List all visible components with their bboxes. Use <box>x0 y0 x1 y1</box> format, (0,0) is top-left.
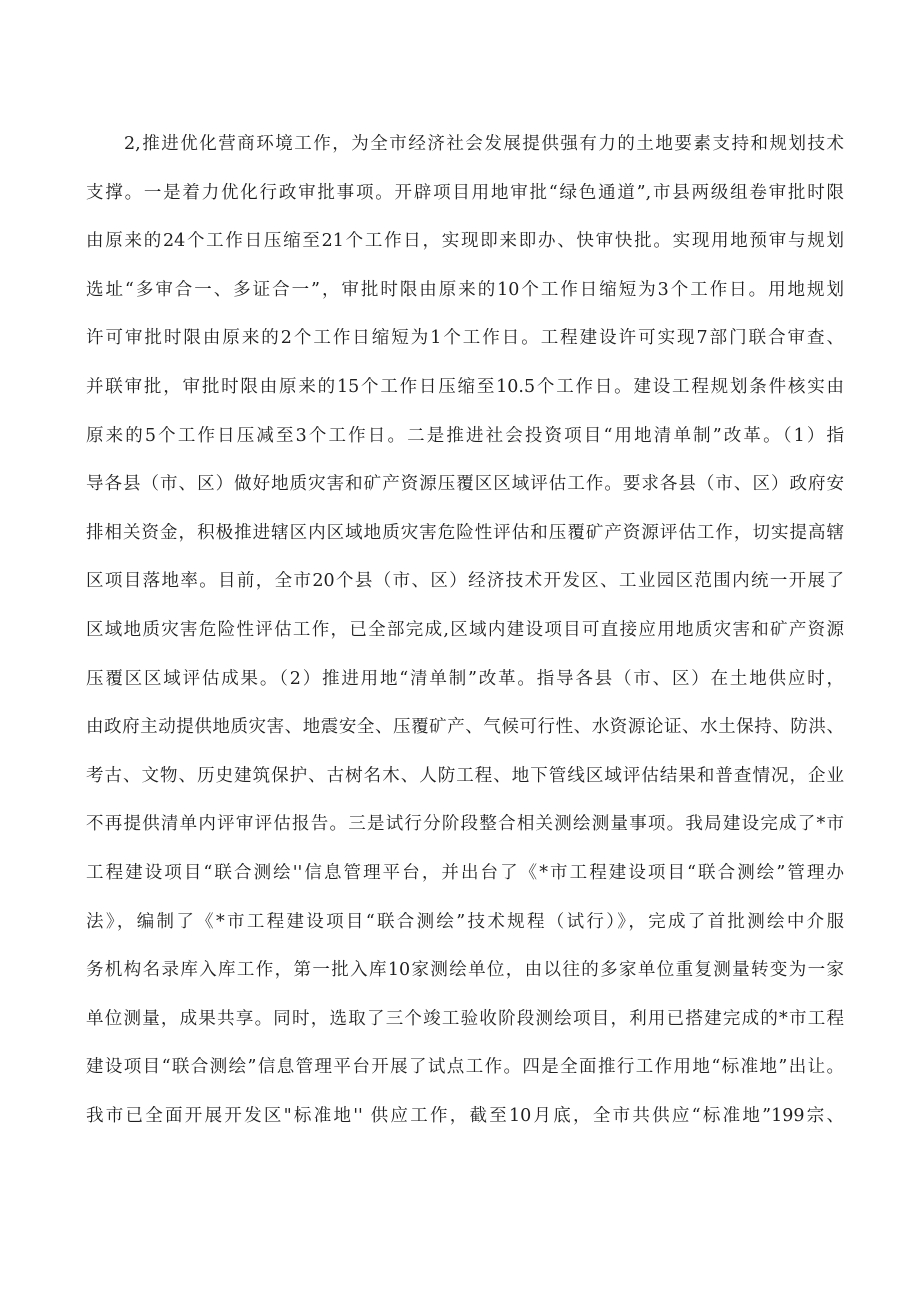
text-line: 原来的5个工作日压减至3个工作日。二是推进社会投资项目“用地清单制”改革。（1）指 <box>86 425 844 446</box>
text-line: 由原来的24个工作日压缩至21个工作日，实现即来即办、快审快批。实现用地预审与规划 <box>86 231 844 252</box>
text-line: 工程建设项目“联合测绘''信息管理平台，并出台了《*市工程建设项目“联合测绘”管理办 <box>86 862 844 883</box>
text-line: 务机构名录库入库工作，第一批入库10家测绘单位，由以往的多家单位重复测量转变为一家 <box>86 960 844 981</box>
text-line: 单位测量，成果共享。同时，选取了三个竣工验收阶段测绘项目，利用已搭建完成的*市工程 <box>86 1008 844 1029</box>
text-line: 支撑。一是着力优化行政审批事项。开辟项目用地审批“绿色通道”,市县两级组卷审批时限 <box>86 182 844 203</box>
text-line: 2,推进优化营商环境工作，为全市经济社会发展提供强有力的土地要素支持和规划技术 <box>124 134 844 154</box>
text-line: 并联审批，审批时限由原来的15个工作日压缩至10.5个工作日。建设工程规划条件核实由 <box>86 376 844 397</box>
text-line: 压覆区区域评估成果。（2）推进用地“清单制”改革。指导各县（市、区）在土地供应时， <box>86 668 844 689</box>
text-line: 排相关资金，积极推进辖区内区域地质灾害危险性评估和压覆矿产资源评估工作，切实提高辖 <box>86 522 844 543</box>
text-line: 区域地质灾害危险性评估工作，已全部完成,区域内建设项目可直接应用地质灾害和矿产资源 <box>86 619 844 640</box>
text-line: 不再提供清单内评审评估报告。三是试行分阶段整合相关测绘测量事项。我局建设完成了*市 <box>86 814 844 835</box>
text-line: 建设项目“联合测绘”信息管理平台开展了试点工作。四是全面推行工作用地“标准地”出让。 <box>86 1057 844 1078</box>
text-line: 考古、文物、历史建筑保护、古树名木、人防工程、地下管线区域评估结果和普查情况，企业 <box>86 765 844 786</box>
text-line: 我市已全面开展开发区"标准地'' 供应工作，截至10月底，全市共供应“标准地”199宗、 <box>86 1105 844 1126</box>
text-line: 区项目落地率。目前，全市20个县（市、区）经济技术开发区、工业园区范围内统一开展了 <box>86 571 844 592</box>
text-line: 导各县（市、区）做好地质灾害和矿产资源压覆区区域评估工作。要求各县（市、区）政府安 <box>86 474 844 495</box>
body-paragraph <box>86 127 844 1147</box>
text-line: 选址“多审合一、多证合一”，审批时限由原来的10个工作日缩短为3个工作日。用地规划 <box>86 279 844 300</box>
text-line: 许可审批时限由原来的2个工作日缩短为1个工作日。工程建设许可实现7部门联合审查、 <box>86 328 844 349</box>
text-line: 法》，编制了《*市工程建设项目“联合测绘”技术规程（试行）》，完成了首批测绘中介服 <box>86 911 844 932</box>
text-line: 由政府主动提供地质灾害、地震安全、压覆矿产、气候可行性、水资源论证、水土保持、防洪、 <box>86 717 844 738</box>
